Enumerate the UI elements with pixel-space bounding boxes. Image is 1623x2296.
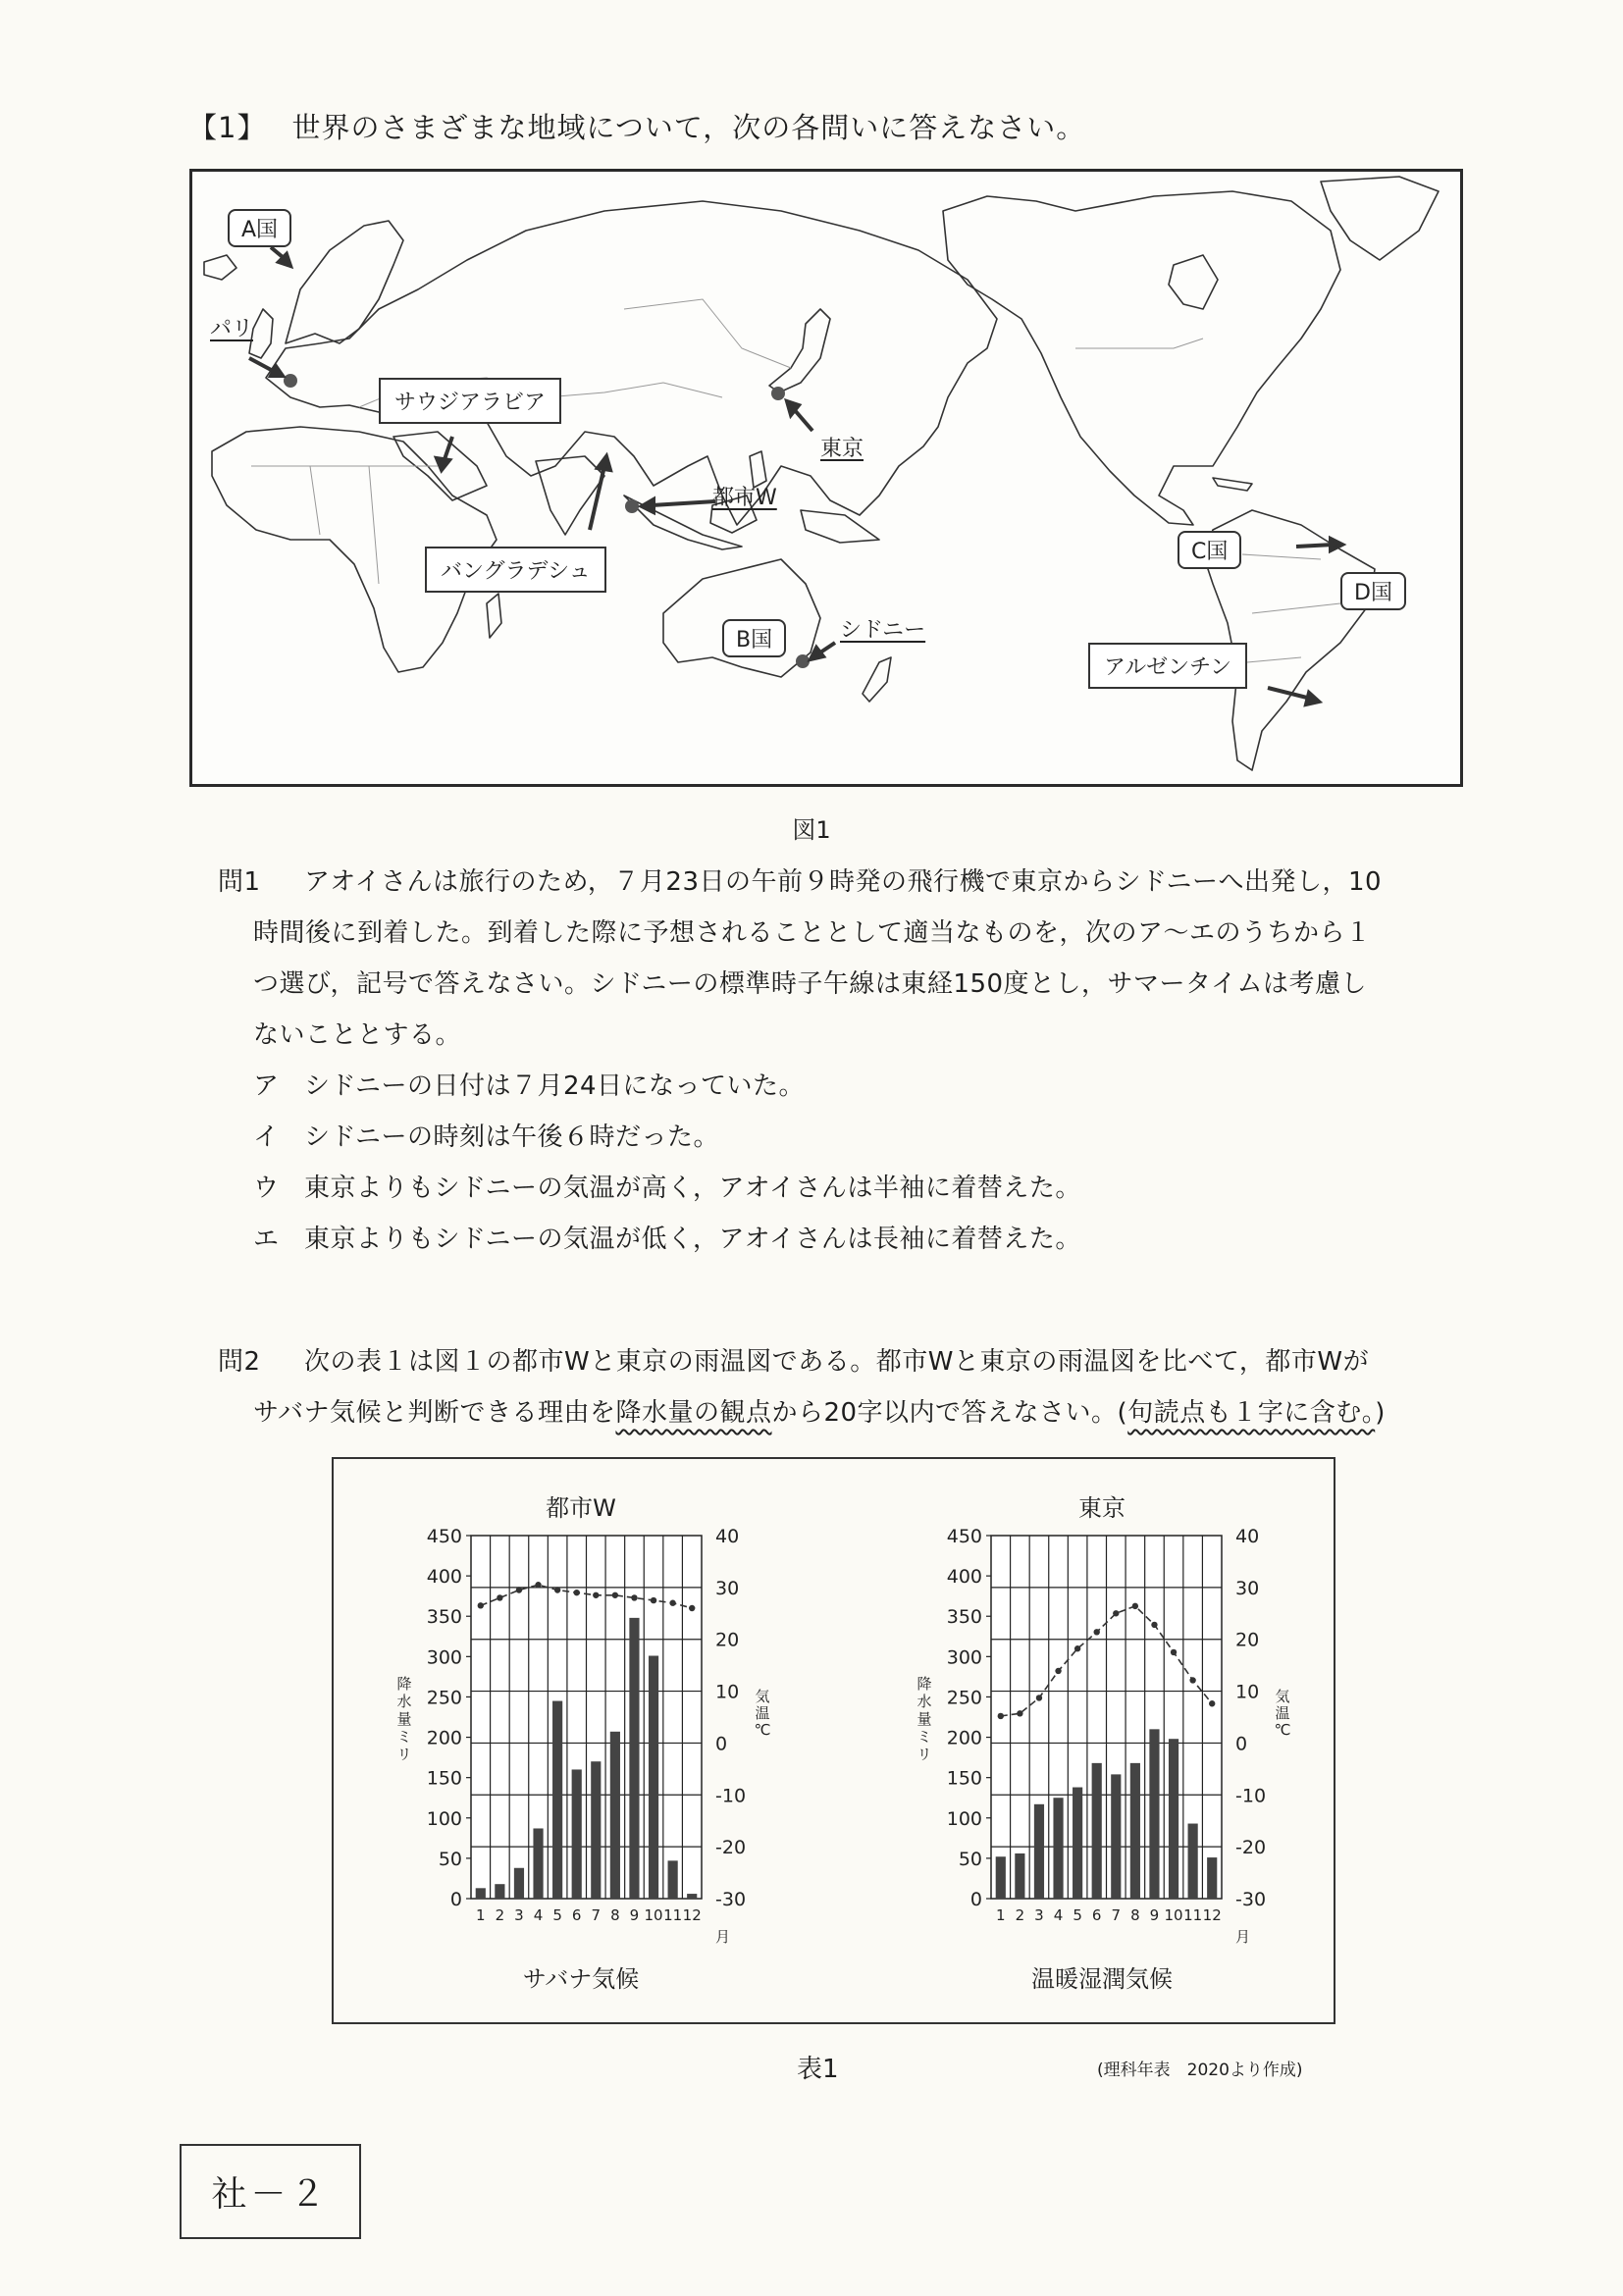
y-tick-label: 100 [426, 1807, 462, 1830]
choice-u [218, 1163, 1454, 1214]
paris-dot [284, 374, 297, 388]
x-tick-label: 1 [996, 1906, 1006, 1924]
x-tick-label: 9 [629, 1906, 640, 1924]
arrowhead [1306, 693, 1319, 704]
temperature-point [1132, 1603, 1138, 1609]
india-shape [536, 456, 604, 535]
chart-subtitle-tokyo: 温暖湿潤気候 [1031, 1965, 1173, 1993]
precipitation-bar [572, 1769, 582, 1899]
question-1 [218, 857, 1454, 1265]
arrow-paris [249, 358, 275, 372]
city-w-dot [625, 499, 639, 513]
y2-tick-label: 40 [1235, 1526, 1260, 1547]
y-axis-label-char: リ [916, 1746, 932, 1764]
chart-title-city-w: 都市W [546, 1494, 616, 1522]
y2-tick-label: -20 [715, 1837, 747, 1859]
precipitation-bar [514, 1868, 524, 1899]
y-tick-label: 450 [946, 1526, 982, 1547]
question-2-line: 次の表１は図１の都市Wと東京の雨温図である。都市Wと東京の雨温図を比べて，都市Wが [304, 1347, 1370, 1377]
precipitation-bar [1169, 1739, 1178, 1899]
x-tick-label: 7 [591, 1906, 602, 1924]
map-arrows [249, 247, 1342, 704]
climograph-tokyo [903, 1526, 1295, 1948]
precipitation-bar [1053, 1798, 1063, 1899]
choice-e [218, 1214, 1454, 1265]
choice-text: 東京よりもシドニーの気温が高く，アオイさんは半袖に着替えた。 [304, 1174, 1081, 1203]
new-guinea-shape [801, 510, 879, 543]
y2-tick-label: 0 [715, 1733, 728, 1755]
temperature-point [669, 1600, 675, 1606]
emphasis-punctuation: 句読点も１字に含む。 [1127, 1398, 1376, 1428]
choice-text: シドニーの日付は７月24日になっていた。 [304, 1071, 806, 1101]
y-tick-label: 450 [426, 1526, 462, 1547]
section-heading [188, 106, 1085, 146]
y2-tick-label: -20 [1235, 1837, 1267, 1859]
y-tick-label: 50 [958, 1848, 982, 1870]
y-tick-label: 200 [426, 1727, 462, 1749]
temperature-point [631, 1594, 637, 1600]
precipitation-bar [629, 1618, 639, 1899]
temperature-point [1055, 1668, 1061, 1674]
choice-mark: ウ [253, 1174, 280, 1203]
climate-charts-table [332, 1457, 1335, 2024]
japan-shape [769, 309, 830, 392]
y-tick-label: 400 [426, 1566, 462, 1589]
arrow-c-country [1296, 545, 1334, 547]
label-bangladesh: バングラデシュ [425, 547, 606, 593]
y-tick-label: 300 [946, 1646, 982, 1669]
temperature-point [497, 1594, 502, 1600]
x-tick-label: 5 [552, 1906, 562, 1924]
precipitation-bar [996, 1856, 1006, 1899]
label-country-b: B国 [722, 619, 786, 657]
x-tick-label: 12 [682, 1906, 702, 1924]
y-axis-label-char: 降 [396, 1675, 412, 1694]
chart-title-tokyo: 東京 [1078, 1494, 1126, 1522]
temperature-point [593, 1592, 599, 1598]
x-tick-label: 5 [1073, 1906, 1082, 1924]
arrow-bangladesh [590, 466, 604, 530]
label-country-a: A国 [228, 209, 291, 247]
temperature-point [689, 1605, 695, 1611]
y-tick-label: 300 [426, 1646, 462, 1669]
temperature-point [1113, 1610, 1119, 1616]
world-map-outline [192, 172, 1460, 784]
x-axis-label: 月 [715, 1928, 731, 1946]
y-tick-label: 250 [426, 1687, 462, 1709]
choice-mark: エ [253, 1225, 280, 1254]
precipitation-bar [1073, 1788, 1082, 1899]
y2-tick-label: 10 [1235, 1681, 1260, 1703]
eurasia-shape [266, 201, 997, 525]
x-tick-label: 3 [1034, 1906, 1044, 1924]
page-number: 社－２ [180, 2144, 361, 2239]
table-caption: 表1 [797, 2055, 839, 2084]
label-saudi-arabia: サウジアラビア [379, 378, 561, 424]
choice-mark: ア [253, 1071, 280, 1101]
precipitation-bar [1092, 1763, 1102, 1899]
y2-axis-label-char: 温 [755, 1704, 770, 1723]
choice-text: 東京よりもシドニーの気温が低く，アオイさんは長袖に着替えた。 [304, 1225, 1081, 1254]
temperature-point [1171, 1649, 1177, 1655]
temperature-point [1036, 1695, 1042, 1700]
x-tick-label: 3 [514, 1906, 524, 1924]
x-axis-label: 月 [1235, 1928, 1251, 1946]
label-paris: パリ [210, 317, 254, 341]
choice-mark: イ [253, 1122, 280, 1152]
label-tokyo: 東京 [820, 437, 864, 461]
precipitation-bar [552, 1701, 562, 1899]
question-2 [218, 1336, 1454, 1438]
greenland-shape [1321, 177, 1439, 260]
y2-tick-label: 0 [1235, 1733, 1248, 1755]
y2-axis-label-char: ℃ [1274, 1721, 1291, 1740]
border-line [251, 466, 438, 584]
y-tick-label: 150 [946, 1767, 982, 1790]
y2-tick-label: 10 [715, 1681, 740, 1703]
madagascar-shape [487, 594, 501, 638]
precipitation-bar [668, 1860, 678, 1899]
temperature-point [574, 1590, 580, 1595]
temperature-point [535, 1582, 541, 1588]
precipitation-bar [1207, 1857, 1217, 1899]
tokyo-dot [771, 387, 785, 400]
temperature-point [516, 1587, 522, 1592]
y-tick-label: 400 [946, 1566, 982, 1589]
temperature-point [1151, 1622, 1157, 1628]
y2-tick-label: -30 [715, 1889, 747, 1910]
north-america-shape [943, 191, 1340, 525]
label-country-c: C国 [1178, 531, 1241, 569]
y-tick-label: 0 [969, 1889, 982, 1910]
x-tick-label: 8 [610, 1906, 620, 1924]
x-tick-label: 10 [644, 1906, 663, 1924]
y-tick-label: 50 [438, 1848, 462, 1870]
y-axis-label-char: 降 [916, 1675, 932, 1694]
arrowhead [642, 499, 654, 512]
question-1-line: ないこととする。 [253, 1020, 462, 1050]
x-tick-label: 7 [1111, 1906, 1122, 1924]
label-country-d: D国 [1340, 572, 1406, 610]
precipitation-bar [610, 1732, 620, 1899]
question-1-line: つ選び，記号で答えなさい。シドニーの標準時子午線は東経150度とし，サマータイムは考慮し [253, 969, 1368, 999]
question-2-text: サバナ気候と判断できる理由を [253, 1398, 616, 1428]
y2-tick-label: 40 [715, 1526, 740, 1547]
climograph-city-w [383, 1526, 775, 1948]
y-tick-label: 250 [946, 1687, 982, 1709]
arrow-city-w [652, 501, 715, 505]
arrowhead [437, 458, 449, 470]
figure-caption: 図1 [792, 816, 831, 844]
choice-text: シドニーの時刻は午後６時だった。 [304, 1122, 719, 1152]
section-number: 【1】 [188, 111, 267, 144]
y-tick-label: 0 [449, 1889, 462, 1910]
question-2-text: ) [1375, 1398, 1386, 1428]
temperature-point [1189, 1677, 1195, 1683]
precipitation-bar [1015, 1853, 1024, 1899]
temperature-point [998, 1713, 1004, 1719]
temperature-point [1094, 1629, 1100, 1635]
question-2-label: 問2 [218, 1347, 261, 1377]
x-tick-label: 2 [1015, 1906, 1025, 1924]
label-city-w: 都市W [712, 486, 777, 510]
choice-a [218, 1061, 1454, 1112]
y2-axis-label-char: 気 [1275, 1688, 1290, 1706]
border-line [624, 299, 791, 368]
y2-axis-label-char: ℃ [754, 1721, 771, 1740]
x-tick-label: 12 [1202, 1906, 1222, 1924]
precipitation-bar [1188, 1824, 1198, 1899]
choice-i [218, 1112, 1454, 1163]
cuba-shape [1213, 478, 1252, 491]
precipitation-bar [1111, 1774, 1121, 1899]
y2-tick-label: 20 [715, 1629, 740, 1651]
x-tick-label: 8 [1130, 1906, 1140, 1924]
scandinavia-shape [286, 221, 403, 343]
question-1-line: アオイさんは旅行のため，７月23日の午前９時発の飛行機で東京からシドニーへ出発し，10 [304, 867, 1383, 897]
x-tick-label: 4 [533, 1906, 544, 1924]
y-axis-label-char: 水 [916, 1693, 932, 1711]
arrowhead [811, 648, 823, 659]
y2-tick-label: 30 [715, 1577, 740, 1599]
y-axis-label-char: 量 [396, 1710, 412, 1729]
question-2-text: から20字以内で答えなさい。( [771, 1398, 1128, 1428]
y2-tick-label: -10 [715, 1785, 747, 1807]
hudson-bay-shape [1169, 255, 1218, 309]
y-tick-label: 100 [946, 1807, 982, 1830]
precipitation-bar [495, 1884, 504, 1899]
y-tick-label: 150 [426, 1767, 462, 1790]
precipitation-bar [533, 1828, 543, 1899]
x-tick-label: 1 [476, 1906, 486, 1924]
label-argentina: アルゼンチン [1088, 643, 1247, 689]
temperature-point [651, 1597, 656, 1603]
x-tick-label: 6 [571, 1906, 582, 1924]
x-tick-label: 11 [1183, 1906, 1203, 1924]
precipitation-bar [649, 1656, 658, 1899]
y-axis-label-char: ミ [396, 1728, 412, 1747]
chart-subtitle-city-w: サバナ気候 [522, 1965, 640, 1993]
temperature-point [612, 1592, 618, 1598]
y2-tick-label: 20 [1235, 1629, 1260, 1651]
y2-tick-label: -30 [1235, 1889, 1267, 1910]
y-tick-label: 200 [946, 1727, 982, 1749]
precipitation-bar [476, 1888, 486, 1899]
y2-tick-label: 30 [1235, 1577, 1260, 1599]
temperature-point [1017, 1710, 1022, 1716]
y2-axis-label-char: 気 [755, 1688, 770, 1706]
border-line [1242, 554, 1340, 662]
temperature-point [554, 1587, 560, 1592]
x-tick-label: 4 [1053, 1906, 1064, 1924]
temperature-point [1209, 1700, 1215, 1706]
y-axis-label-char: 水 [396, 1693, 412, 1711]
question-2-line2 [218, 1387, 1454, 1438]
y2-tick-label: -10 [1235, 1785, 1267, 1807]
precipitation-bar [1130, 1763, 1140, 1899]
new-zealand-shape [863, 657, 891, 702]
temperature-point [478, 1602, 484, 1608]
precipitation-bar [687, 1894, 697, 1899]
border-line [1075, 339, 1203, 348]
source-note: (理科年表 2020より作成) [1097, 2061, 1303, 2080]
x-tick-label: 2 [495, 1906, 505, 1924]
y-tick-label: 350 [946, 1606, 982, 1629]
arrowhead [598, 456, 610, 470]
precipitation-bar [1034, 1804, 1044, 1899]
x-tick-label: 6 [1091, 1906, 1102, 1924]
x-tick-label: 11 [663, 1906, 683, 1924]
iceland-shape [204, 255, 236, 280]
y-axis-label-char: ミ [916, 1728, 932, 1747]
y-axis-label-char: 量 [916, 1710, 932, 1729]
temperature-point [1074, 1645, 1080, 1651]
precipitation-bar [1149, 1729, 1159, 1899]
y2-axis-label-char: 温 [1275, 1704, 1290, 1723]
x-tick-label: 9 [1149, 1906, 1160, 1924]
y-axis-label-char: リ [396, 1746, 412, 1764]
section-instruction: 世界のさまざまな地域について，次の各問いに答えなさい。 [291, 111, 1086, 144]
arrow-tokyo [794, 409, 812, 431]
emphasis-precipitation: 降水量の観点 [615, 1398, 772, 1428]
question-1-line: 時間後に到着した。到着した際に予想されることとして適当なものを，次のア～エのうちから１ [253, 918, 1372, 948]
question-1-label: 問1 [218, 867, 261, 897]
precipitation-bar [591, 1761, 601, 1899]
y-tick-label: 350 [426, 1606, 462, 1629]
label-sydney: シドニー [840, 618, 926, 643]
world-map-figure [189, 169, 1463, 787]
x-tick-label: 10 [1164, 1906, 1183, 1924]
